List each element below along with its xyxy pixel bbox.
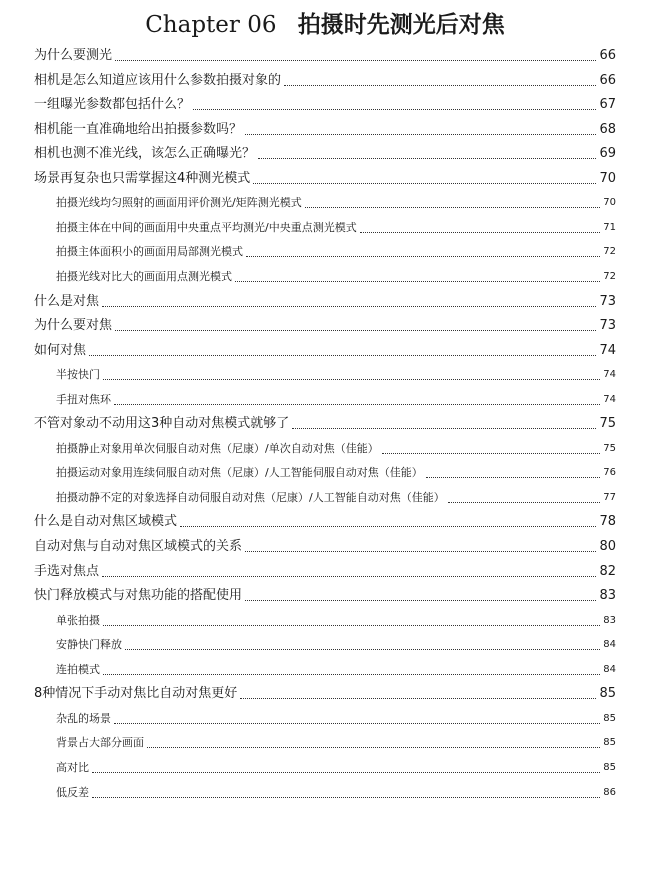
dot-leader bbox=[92, 772, 600, 773]
toc-entry bbox=[34, 685, 616, 703]
toc-entry-page: 78 bbox=[599, 514, 616, 530]
toc-entry-title: 拍摄光线对比大的画面用点测光模式 bbox=[56, 269, 232, 283]
toc-entry-page: 72 bbox=[603, 246, 616, 258]
toc-entry-page: 84 bbox=[603, 663, 616, 675]
toc-entry-title: 手选对焦点 bbox=[34, 563, 100, 579]
toc-entry bbox=[56, 464, 616, 482]
toc-entry bbox=[34, 342, 616, 360]
toc-entry-page: 72 bbox=[603, 270, 616, 282]
dot-leader bbox=[103, 379, 600, 380]
toc-entry-title: 什么是自动对焦区域模式 bbox=[34, 514, 178, 530]
dot-leader bbox=[245, 551, 596, 552]
toc-entry bbox=[34, 170, 616, 188]
toc-entry-page: 70 bbox=[603, 197, 616, 209]
toc-entry-page: 74 bbox=[603, 393, 616, 405]
dot-leader bbox=[360, 232, 601, 233]
toc-entry bbox=[56, 734, 616, 752]
dot-leader bbox=[125, 649, 600, 650]
toc-entry bbox=[56, 710, 616, 728]
dot-leader bbox=[103, 625, 600, 626]
dot-leader bbox=[245, 600, 596, 601]
toc-entry-title: 不管对象动不动用这3种自动对焦模式就够了 bbox=[34, 416, 290, 432]
dot-leader bbox=[114, 723, 600, 724]
toc-entry-title: 拍摄光线均匀照射的画面用评价测光/矩阵测光模式 bbox=[56, 196, 302, 210]
toc-entry-title: 高对比 bbox=[56, 760, 89, 774]
dot-leader bbox=[89, 355, 596, 356]
toc-entry bbox=[34, 563, 616, 581]
toc-entry-page: 86 bbox=[603, 786, 616, 798]
toc-entry-page: 85 bbox=[603, 712, 616, 724]
chapter-number: Chapter 06 bbox=[145, 12, 277, 38]
toc-entry-page: 73 bbox=[599, 293, 616, 309]
toc-entry bbox=[56, 440, 616, 458]
toc-entry bbox=[56, 243, 616, 261]
toc-entry-page: 85 bbox=[603, 737, 616, 749]
toc-entry-page: 74 bbox=[603, 369, 616, 381]
toc-entry-title: 相机是怎么知道应该用什么参数拍摄对象的 bbox=[34, 72, 282, 88]
toc-entry bbox=[56, 391, 616, 409]
toc-entry-page: 66 bbox=[599, 72, 616, 88]
toc-entry-page: 85 bbox=[599, 686, 616, 702]
dot-leader bbox=[102, 306, 596, 307]
toc-entry bbox=[56, 366, 616, 384]
toc-entry-title: 什么是对焦 bbox=[34, 293, 100, 309]
toc-entry-title: 自动对焦与自动对焦区域模式的关系 bbox=[34, 539, 243, 554]
dot-leader bbox=[245, 134, 596, 135]
dot-leader bbox=[114, 404, 600, 405]
toc-entry-title: 拍摄动静不定的对象选择自动伺服自动对焦（尼康）/人工智能自动对焦（佳能） bbox=[56, 490, 445, 504]
toc-entry-page: 75 bbox=[603, 442, 616, 454]
toc-entry bbox=[56, 268, 616, 286]
toc-entry-title: 拍摄运动对象用连续伺服自动对焦（尼康）/人工智能伺服自动对焦（佳能） bbox=[56, 466, 423, 480]
toc-entry bbox=[56, 194, 616, 212]
dot-leader bbox=[92, 797, 600, 798]
toc-entry bbox=[34, 72, 616, 90]
dot-leader bbox=[246, 256, 600, 257]
toc-entry-page: 83 bbox=[603, 614, 616, 626]
toc-entry-page: 85 bbox=[603, 761, 616, 773]
toc-entry bbox=[34, 587, 616, 605]
toc-entry-title: 快门释放模式与对焦功能的搭配使用 bbox=[34, 588, 243, 604]
toc-entry-title: 8种情况下手动对焦比自动对焦更好 bbox=[34, 686, 238, 702]
dot-leader bbox=[147, 747, 600, 748]
toc-entry-title: 场景再复杂也只需掌握这4种测光模式 bbox=[34, 170, 251, 186]
toc-entry-title: 拍摄主体面积小的画面用局部测光模式 bbox=[56, 245, 243, 259]
dot-leader bbox=[103, 674, 600, 675]
toc-entry-title: 拍摄静止对象用单次伺服自动对焦（尼康）/单次自动对焦（佳能） bbox=[56, 441, 379, 455]
toc-entry bbox=[56, 219, 616, 237]
toc-entry bbox=[34, 145, 616, 163]
toc-entry-page: 77 bbox=[603, 491, 616, 503]
toc-entry-page: 71 bbox=[603, 221, 616, 233]
toc-entry bbox=[56, 661, 616, 679]
toc-entry bbox=[56, 489, 616, 507]
toc-entry-page: 69 bbox=[599, 146, 616, 162]
toc-entry-page: 70 bbox=[599, 170, 616, 186]
toc-entry bbox=[56, 784, 616, 802]
dot-leader bbox=[292, 428, 596, 429]
chapter-title: 拍摄时先测光后对焦 bbox=[297, 12, 505, 38]
toc-entry bbox=[34, 121, 616, 139]
toc-entry-page: 76 bbox=[603, 467, 616, 479]
toc-entry-title: 为什么要对焦 bbox=[34, 318, 113, 334]
toc-entry-title: 拍摄主体在中间的画面用中央重点平均测光/中央重点测光模式 bbox=[56, 220, 357, 234]
dot-leader bbox=[284, 85, 596, 86]
toc-entry bbox=[56, 612, 616, 630]
toc-entry-page: 73 bbox=[599, 318, 616, 334]
toc-entry-page: 68 bbox=[599, 121, 616, 137]
toc-entry-title: 相机也测不准光线，该怎么正确曝光？ bbox=[34, 146, 256, 162]
toc-entry-title: 如何对焦 bbox=[34, 342, 87, 358]
dot-leader bbox=[448, 502, 601, 503]
toc-entry-title: 低反差 bbox=[56, 785, 89, 799]
dot-leader bbox=[102, 576, 596, 577]
dot-leader bbox=[180, 526, 596, 527]
toc-entry-title: 相机能一直准确地给出拍摄参数吗？ bbox=[34, 121, 243, 137]
toc-entry bbox=[34, 47, 616, 65]
toc-entry-page: 80 bbox=[599, 539, 616, 554]
toc-entry bbox=[34, 293, 616, 311]
dot-leader bbox=[240, 698, 596, 699]
toc-entry-title: 单张拍摄 bbox=[56, 613, 100, 627]
toc-entry bbox=[34, 538, 616, 556]
toc-entry bbox=[34, 317, 616, 335]
dot-leader bbox=[115, 330, 596, 331]
toc-entry bbox=[34, 415, 616, 433]
dot-leader bbox=[193, 109, 596, 110]
dot-leader bbox=[253, 183, 596, 184]
toc-entry-page: 66 bbox=[599, 48, 616, 63]
toc-entry-title: 半按快门 bbox=[56, 368, 100, 382]
dot-leader bbox=[258, 158, 596, 159]
dot-leader bbox=[235, 281, 600, 282]
toc-entry bbox=[56, 636, 616, 654]
toc-entry-page: 75 bbox=[599, 416, 616, 432]
toc-entry-page: 74 bbox=[599, 342, 616, 358]
toc-entry-page: 67 bbox=[599, 97, 616, 113]
toc-entry-title: 背景占大部分画面 bbox=[56, 736, 144, 750]
toc-entry bbox=[34, 96, 616, 114]
toc-entry-title: 手扭对焦环 bbox=[56, 392, 111, 406]
toc-entry bbox=[34, 513, 616, 531]
dot-leader bbox=[115, 60, 596, 61]
toc-entry-title: 安静快门释放 bbox=[56, 638, 122, 652]
dot-leader bbox=[305, 207, 601, 208]
toc-entry-page: 83 bbox=[599, 588, 616, 604]
toc-entry-title: 杂乱的场景 bbox=[56, 711, 111, 725]
toc-entry-page: 82 bbox=[599, 563, 616, 579]
dot-leader bbox=[382, 453, 601, 454]
toc-entry bbox=[56, 759, 616, 777]
toc-entry-title: 为什么要测光 bbox=[34, 48, 113, 63]
toc-entry-page: 84 bbox=[603, 639, 616, 651]
dot-leader bbox=[426, 477, 601, 478]
toc-entry-title: 连拍模式 bbox=[56, 662, 100, 676]
toc-entry-title: 一组曝光参数都包括什么？ bbox=[34, 97, 191, 113]
